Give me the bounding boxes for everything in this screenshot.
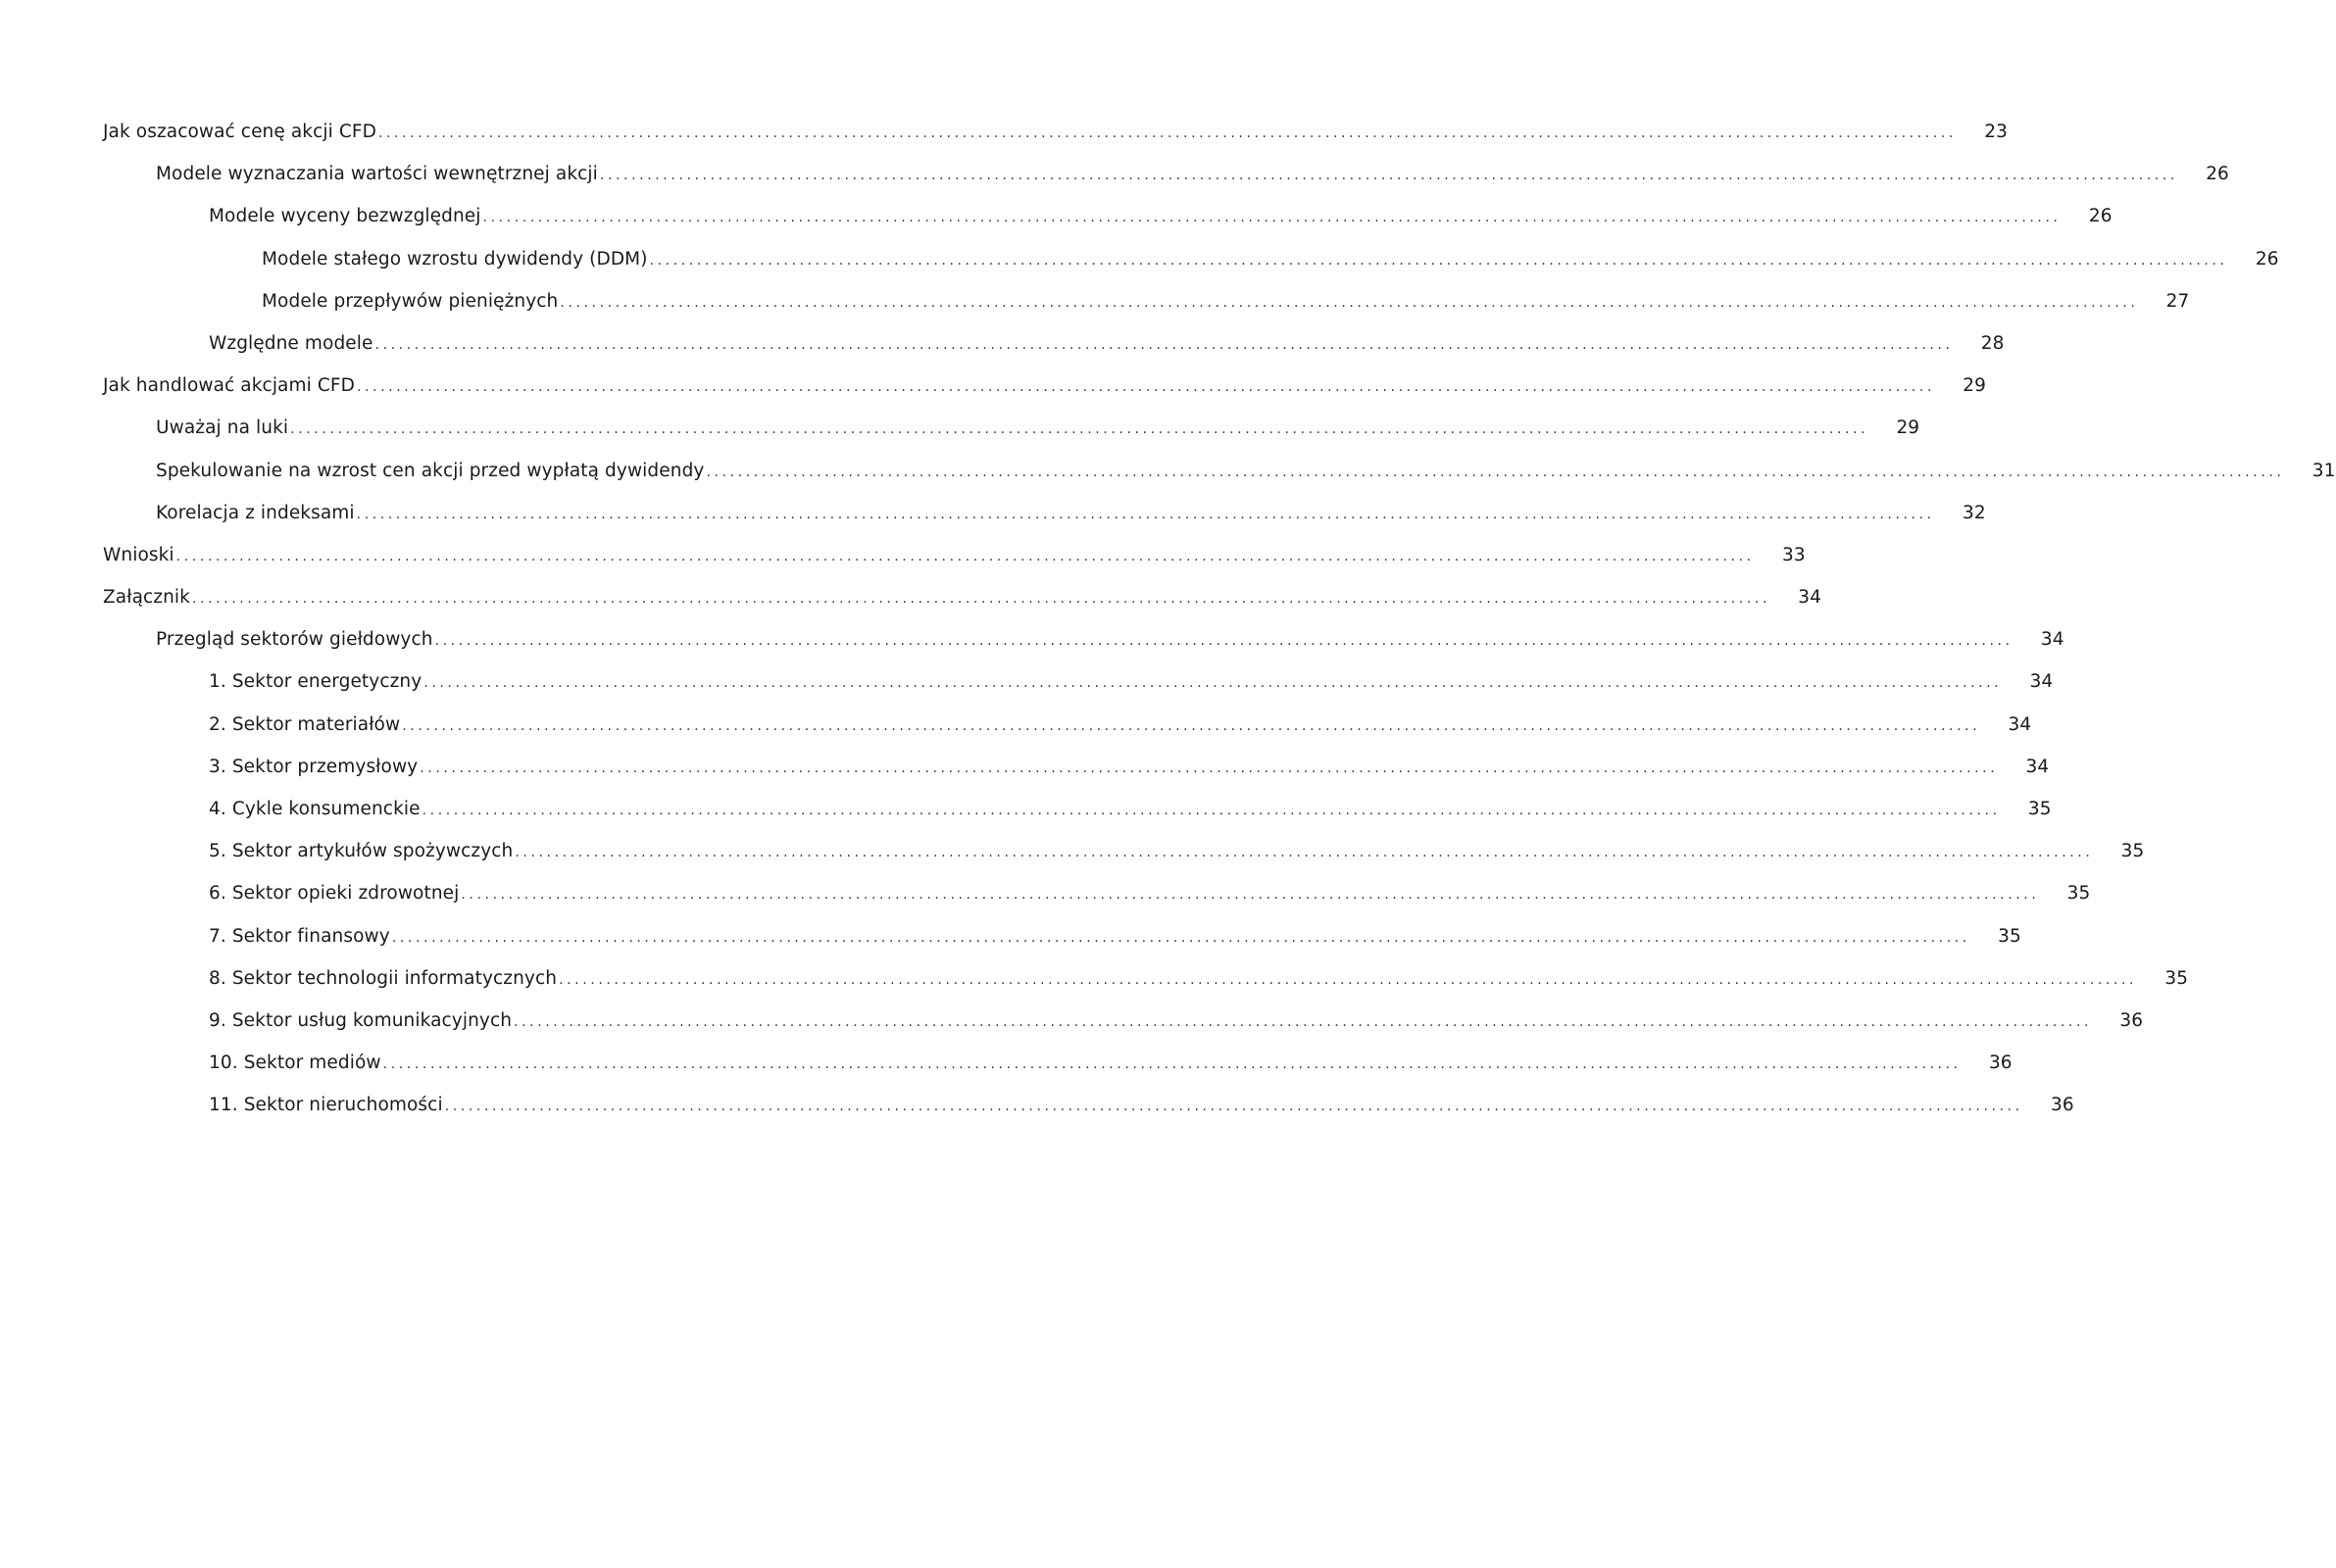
toc-entry-title: Jak handlować akcjami CFD (103, 375, 355, 397)
toc-entry[interactable] (103, 375, 1986, 417)
toc-page-number: 23 (1984, 122, 2008, 142)
toc-entry[interactable] (103, 122, 2008, 164)
toc-entry[interactable] (103, 417, 1920, 460)
toc-entry[interactable] (103, 332, 2005, 375)
toc-dot-leader: ........................................................................................................................................................................................................ (514, 1013, 2093, 1030)
toc-entry-title: Modele przepływów pieniężnych (262, 290, 559, 312)
toc-page-number: 34 (1798, 587, 1822, 609)
toc-dot-leader: ........................................................................................................................................................................................................ (175, 548, 1755, 564)
toc-entry[interactable] (103, 799, 2052, 841)
toc-page-number: 35 (2120, 841, 2145, 862)
toc-entry[interactable] (103, 841, 2145, 883)
toc-dot-leader: ........................................................................................................................................................................................................ (422, 803, 2001, 818)
toc-dot-leader: ........................................................................................................................................................................................................ (356, 506, 1935, 522)
toc-page-number: 36 (2050, 1095, 2074, 1116)
toc-entry-title: 3. Sektor przemysłowy (209, 756, 419, 777)
toc-page-number: 29 (1896, 417, 1920, 439)
toc-entry-title: 8. Sektor technologii informatycznych (209, 967, 558, 989)
toc-page-number: 27 (2165, 290, 2190, 312)
toc-entry-title: 4. Cykle konsumenckie (209, 799, 421, 819)
toc-entry-title: Przegląd sektorów giełdowych (156, 629, 433, 651)
toc-entry[interactable] (103, 206, 2112, 248)
toc-entry-title: 6. Sektor opieki zdrowotnej (209, 883, 460, 905)
toc-entry-title: Modele stałego wzrostu dywidendy (DDM) (262, 248, 648, 270)
toc-dot-leader: ........................................................................................................................................................................................................ (382, 1056, 1962, 1073)
toc-entry[interactable] (103, 502, 1986, 545)
toc-page-number: 26 (2206, 164, 2229, 185)
toc-page-number: 34 (2025, 756, 2050, 777)
toc-page-number: 36 (1988, 1053, 2013, 1074)
toc-entry[interactable] (103, 1009, 2144, 1053)
toc-entry-title: Korelacja z indeksami (156, 502, 355, 523)
toc-entry-title: Spekulowanie na wzrost cen akcji przed wypłatą dywidendy (156, 460, 705, 481)
toc-dot-leader: ........................................................................................................................................................................................................ (377, 125, 1957, 141)
toc-dot-leader: ........................................................................................................................................................................................................ (420, 760, 1999, 776)
toc-entry[interactable] (103, 756, 2050, 799)
toc-entry[interactable] (103, 925, 2021, 968)
toc-page-number: 31 (2311, 460, 2336, 481)
toc-dot-leader: ........................................................................................................................................................................................................ (560, 294, 2139, 311)
toc-entry[interactable] (103, 883, 2091, 925)
toc-entry-title: Wnioski (103, 544, 174, 565)
toc-entry[interactable] (103, 1053, 2013, 1095)
toc-dot-leader: ........................................................................................................................................................................................................ (515, 845, 2094, 861)
toc-entry[interactable] (103, 164, 2229, 206)
toc-page-number: 35 (2027, 799, 2052, 819)
toc-dot-leader: ........................................................................................................................................................................................................ (191, 591, 1771, 608)
toc-entry[interactable] (103, 1095, 2074, 1137)
toc-page-number: 34 (2029, 671, 2054, 693)
toc-dot-leader: ........................................................................................................................................................................................................ (482, 210, 2062, 226)
toc-page-number: 34 (2008, 713, 2032, 735)
toc-entry-title: 10. Sektor mediów (209, 1053, 381, 1074)
toc-entry-title: 11. Sektor nieruchomości (209, 1095, 443, 1116)
toc-entry[interactable] (103, 248, 2279, 291)
toc-entry-title: 9. Sektor usług komunikacyjnych (209, 1009, 513, 1031)
toc-entry-title: 5. Sektor artykułów spożywczych (209, 841, 514, 862)
toc-entry-title: Jak oszacować cenę akcji CFD (103, 122, 376, 142)
toc-entry-title: Modele wyznaczania wartości wewnętrznej akcji (156, 164, 598, 185)
toc-dot-leader: ........................................................................................................................................................................................................ (706, 464, 2285, 480)
toc-entry[interactable] (103, 967, 2189, 1010)
toc-page-number: 35 (1998, 925, 2021, 947)
toc-entry-title: 7. Sektor finansowy (209, 925, 390, 947)
toc-dot-leader: ........................................................................................................................................................................................................ (402, 717, 1981, 734)
toc-dot-leader: ........................................................................................................................................................................................................ (599, 168, 2178, 184)
toc-page-number: 35 (2066, 883, 2091, 905)
toc-dot-leader: ........................................................................................................................................................................................................ (391, 929, 1970, 946)
toc-dot-leader: ........................................................................................................................................................................................................ (559, 971, 2138, 988)
toc-dot-leader: ........................................................................................................................................................................................................ (434, 633, 2013, 650)
toc-dot-leader: ........................................................................................................................................................................................................ (290, 421, 1869, 438)
toc-dot-leader: ........................................................................................................................................................................................................ (356, 379, 1935, 396)
toc-entry[interactable] (103, 587, 1822, 629)
toc-entry[interactable] (103, 629, 2064, 671)
toc-page-number: 33 (1781, 544, 1806, 565)
toc-dot-leader: ........................................................................................................................................................................................................ (423, 675, 2003, 692)
toc-page-number: 29 (1963, 375, 1986, 397)
toc-dot-leader: ........................................................................................................................................................................................................ (444, 1099, 2023, 1115)
toc-entry-title: Załącznik (103, 587, 190, 609)
toc-entry[interactable] (103, 671, 2054, 713)
toc-entry[interactable] (103, 713, 2032, 757)
toc-page-number: 36 (2119, 1009, 2144, 1031)
toc-entry-title: Względne modele (209, 332, 373, 354)
toc-entry[interactable] (103, 544, 1806, 587)
toc-page-number: 26 (2088, 206, 2112, 227)
toc-page-number: 26 (2255, 248, 2279, 270)
toc-entry-title: Modele wyceny bezwzględnej (209, 206, 481, 227)
toc-dot-leader: ........................................................................................................................................................................................................ (374, 336, 1954, 353)
toc-dot-leader: ........................................................................................................................................................................................................ (649, 252, 2228, 269)
toc-dot-leader: ........................................................................................................................................................................................................ (461, 887, 2040, 904)
toc-page-number: 35 (2164, 967, 2189, 989)
toc-entry[interactable] (103, 290, 2190, 333)
toc-page-number: 34 (2040, 629, 2064, 651)
table-of-contents (103, 122, 2336, 1138)
toc-page-number: 32 (1962, 502, 1986, 523)
toc-entry[interactable] (103, 460, 2336, 503)
toc-entry-title: 1. Sektor energetyczny (209, 671, 422, 693)
toc-entry-title: Uważaj na luki (156, 417, 289, 439)
toc-entry-title: 2. Sektor materiałów (209, 713, 401, 735)
toc-page-number: 28 (1980, 332, 2005, 354)
